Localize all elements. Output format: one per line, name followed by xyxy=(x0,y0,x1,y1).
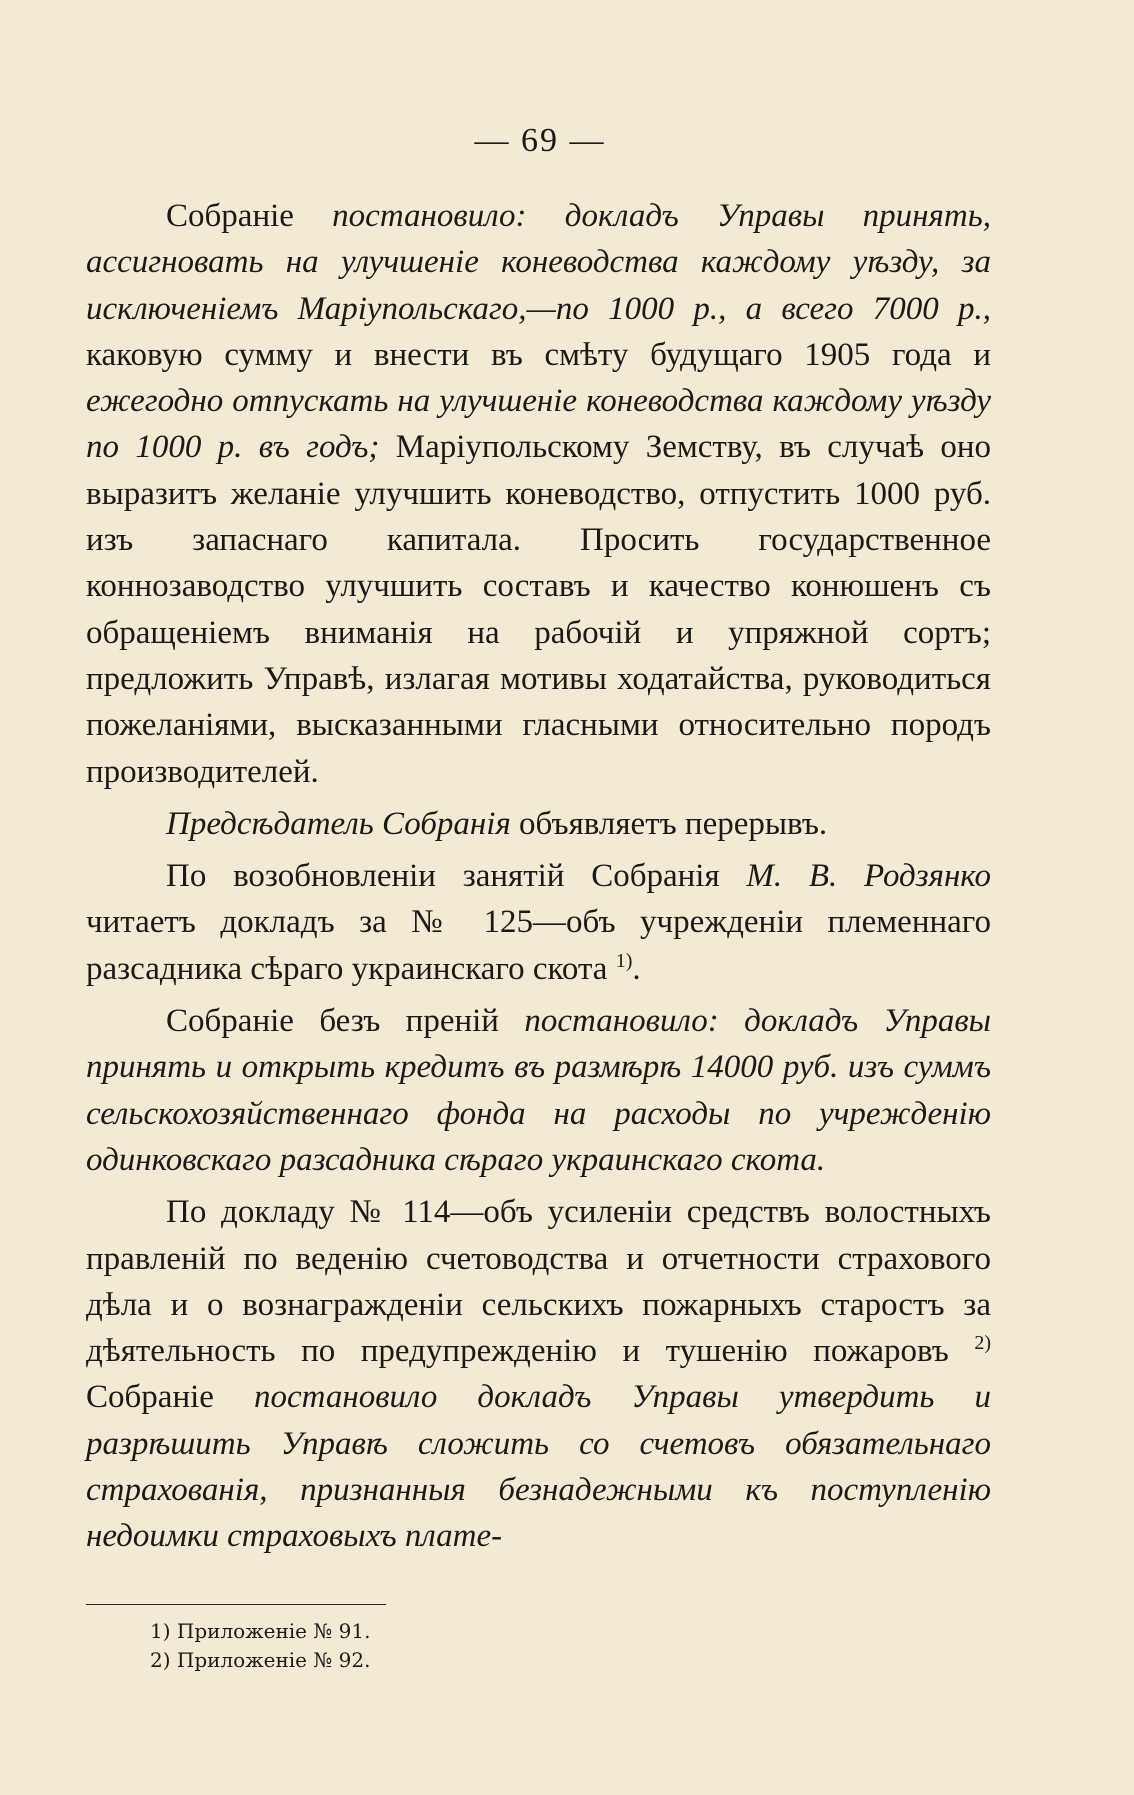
body-text xyxy=(86,193,991,1560)
text-run: читаетъ докладъ за № 125—объ учрежденіи племеннаго разсадника сѣраго украинскаго скота xyxy=(86,904,991,987)
italic-run: Предсѣдатель Собранія xyxy=(166,805,511,842)
footnote-ref: 2) xyxy=(974,1332,991,1355)
italic-run: постановило: докладъ Управы принять, ассигновать на улучшеніе коневодства каждому уѣзду, за исключеніемъ Маріупольскаго,—по 1000 р., а всего 7000 р., xyxy=(86,198,991,327)
page-number: — 69 — xyxy=(474,122,606,159)
italic-run: М. В. Родзянко xyxy=(746,858,991,895)
text-run: По докладу № 114—объ усиленіи средствъ волостныхъ правленій по веденію счетоводства и отчетности страхового дѣла и о вознагражденіи сельскихъ пожарныхъ старостъ за дѣятельность по предупрежденію и тушенію пожаровъ xyxy=(86,1194,991,1370)
paragraph xyxy=(86,853,991,992)
text-run: каковую сумму и внести въ смѣту будущаго 1905 года и xyxy=(86,336,991,373)
paragraph xyxy=(86,1189,991,1559)
footnote: 1) Приложеніе № 91. xyxy=(150,1619,371,1643)
text-run: . xyxy=(632,950,641,987)
text-run: Маріупольскому Земству, въ случаѣ оно выразитъ желаніе улучшить коневодство, отпустить 1000 руб. изъ запаснаго капитала. Просить государственное коннозаводство улучшить составъ и качество конюшенъ съ обращеніемъ вниманія на рабочій и упряжной сортъ; предложить Управѣ, излагая мотивы ходатайства, руководиться пожеланіями, высказанными гласными относительно породъ производителей. xyxy=(86,429,991,790)
text-run: Собраніе xyxy=(86,1379,254,1416)
italic-run: постановило: докладъ Управы принять и открыть кредитъ въ размѣрѣ 14000 руб. изъ суммъ сельскохозяйственнаго фонда на расходы по учрежденію одинковскаго разсадника сѣраго украинскаго скота. xyxy=(86,1003,991,1178)
italic-run: постановило докладъ Управы утвердить и разрѣшить Управѣ сложить со счетовъ обязательнаго страхованія, признанныя безнадежными къ поступленію недоимки страховыхъ плате- xyxy=(86,1379,991,1555)
paragraph xyxy=(86,193,991,795)
text-run: По возобновленіи занятій Собранія xyxy=(166,858,747,895)
text-run: Собраніе безъ преній xyxy=(166,1003,525,1040)
text-run: объявляетъ перерывъ. xyxy=(510,805,828,842)
footnote: 2) Приложеніе № 92. xyxy=(150,1648,371,1672)
text-run: Собраніе xyxy=(166,198,333,234)
italic-run: ежегодно отпускать на улучшеніе коневодства каждому уѣзду по 1000 р. въ годъ; xyxy=(86,383,991,466)
footnote-rule xyxy=(86,1604,386,1605)
footnotes xyxy=(150,1617,370,1675)
paragraph xyxy=(86,998,991,1183)
paragraph xyxy=(86,801,991,847)
footnote-ref: 1) xyxy=(615,949,633,972)
